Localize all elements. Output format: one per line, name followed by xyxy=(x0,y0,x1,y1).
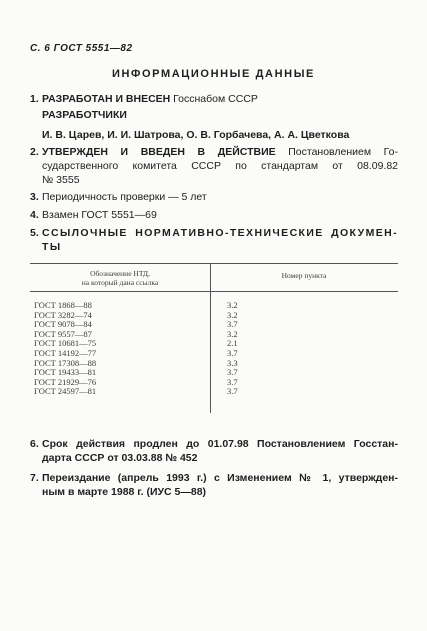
table-row xyxy=(30,319,398,329)
cell-doc: ГОСТ 9078—84 xyxy=(34,319,92,330)
item-2-rest: Постановлением Го- xyxy=(275,146,398,158)
item-1-text: Госснабом СССР xyxy=(170,93,258,105)
cell-doc: ГОСТ 1868—88 xyxy=(34,300,92,310)
table-header-rule xyxy=(30,291,398,292)
cell-item: 3.7 xyxy=(227,376,238,387)
item-2-line1 xyxy=(42,145,398,159)
item-6-line2: дарта СССР от 03.03.88 № 452 xyxy=(42,452,198,464)
item-number: 7. xyxy=(30,472,39,484)
item-number: 1. xyxy=(30,93,39,105)
item-1 xyxy=(30,92,398,106)
reference-table xyxy=(30,263,398,413)
cell-item: 3.7 xyxy=(227,367,238,378)
table-row xyxy=(30,300,398,310)
item-number: 4. xyxy=(30,209,39,221)
item-6 xyxy=(30,437,398,465)
table-row xyxy=(30,348,398,358)
table-row xyxy=(30,338,398,348)
cell-doc: ГОСТ 3282—74 xyxy=(34,309,92,320)
item-5 xyxy=(30,226,398,254)
item-4 xyxy=(30,208,398,222)
item-7-line1: Переиздание (апрель 1993 г.) с Изменением № 1, утвержден- xyxy=(42,472,398,484)
item-3 xyxy=(30,190,398,204)
table-row xyxy=(30,377,398,387)
item-2 xyxy=(30,145,398,187)
table-row xyxy=(30,367,398,377)
table-top-rule xyxy=(30,263,398,264)
table-row xyxy=(30,358,398,368)
cell-doc: ГОСТ 19433—81 xyxy=(34,367,97,378)
item-4-text: Взамен ГОСТ 5551—69 xyxy=(42,209,157,221)
item-5-line2: ТЫ xyxy=(42,241,62,253)
item-1-bold: РАЗРАБОТАН И ВНЕСЕН xyxy=(42,93,171,105)
cell-doc: ГОСТ 10681—75 xyxy=(34,338,97,349)
page-header: С. 6 ГОСТ 5551—82 xyxy=(30,43,133,54)
item-2-line3: № 3555 xyxy=(42,174,80,186)
cell-item: 3.2 xyxy=(227,300,238,310)
cell-doc: ГОСТ 17308—88 xyxy=(34,357,97,368)
item-2-bold: УТВЕРЖДЕН И ВВЕДЕН В ДЕЙСТВИЕ xyxy=(42,146,276,158)
item-5-line1: ССЫЛОЧНЫЕ НОРМАТИВНО-ТЕХНИЧЕСКИЕ ДОКУМЕН- xyxy=(42,227,398,239)
column-header-document xyxy=(30,269,210,287)
cell-item: 3.3 xyxy=(227,357,238,368)
item-7-line2: ным в марте 1988 г. (ИУС 5—88) xyxy=(42,486,207,498)
cell-doc: ГОСТ 21929—76 xyxy=(34,376,97,387)
table-body xyxy=(30,300,398,396)
developers-names: И. В. Царев, И. И. Шатрова, О. В. Горбачева, А. А. Цветкова xyxy=(42,129,350,141)
cell-doc: ГОСТ 9557—87 xyxy=(34,328,92,339)
item-7 xyxy=(30,471,398,499)
column-header-item: Номер пункта xyxy=(281,271,327,280)
cell-doc: ГОСТ 14192—77 xyxy=(34,347,97,358)
cell-item: 3.2 xyxy=(227,309,238,320)
table-row xyxy=(30,329,398,339)
cell-item: 3.2 xyxy=(227,328,238,339)
column-header-document-line1: Обозначение НТД, xyxy=(90,269,150,278)
cell-item: 2.1 xyxy=(227,338,238,349)
item-6-line1: Срок действия продлен до 01.07.98 Постановлением Госстан- xyxy=(42,438,398,450)
item-number: 6. xyxy=(30,438,39,450)
item-2-line2: сударственного комитета СССР по стандартам от 08.09.82 xyxy=(42,160,398,172)
table-row xyxy=(30,386,398,396)
item-number: 3. xyxy=(30,191,39,203)
item-number: 5. xyxy=(30,227,39,239)
column-header-document-line2: на который дана ссылка xyxy=(81,278,159,287)
section-title: ИНФОРМАЦИОННЫЕ ДАННЫЕ xyxy=(111,68,315,80)
table-row xyxy=(30,310,398,320)
cell-item: 3.7 xyxy=(227,386,238,397)
cell-item: 3.7 xyxy=(227,319,238,330)
item-number: 2. xyxy=(30,146,39,158)
developers-heading-text: РАЗРАБОТЧИКИ xyxy=(42,109,127,121)
cell-item: 3.7 xyxy=(227,347,238,358)
cell-doc: ГОСТ 24597—81 xyxy=(34,386,97,397)
developers-heading xyxy=(30,108,398,122)
item-3-text: Периодичность проверки — 5 лет xyxy=(42,191,207,203)
